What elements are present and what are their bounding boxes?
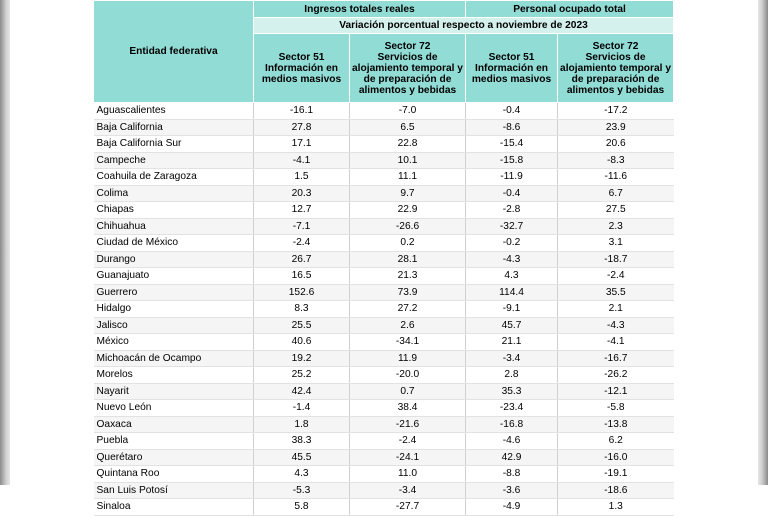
value-cell: 20.3 [254,185,350,202]
value-cell: 45.7 [466,317,558,334]
value-cell: -4.9 [466,499,558,516]
value-cell: 11.1 [350,169,466,186]
value-cell: -4.3 [466,251,558,268]
table-row [94,202,674,219]
value-cell: -3.6 [466,482,558,499]
value-cell: 73.9 [350,284,466,301]
value-cell: -2.8 [466,202,558,219]
value-cell: -2.4 [558,268,674,285]
value-cell: -0.4 [466,103,558,120]
value-cell: 20.6 [558,136,674,153]
value-cell: -3.4 [466,350,558,367]
value-cell: -11.6 [558,169,674,186]
value-cell: 27.2 [350,301,466,318]
value-cell: 1.5 [254,169,350,186]
value-cell: -7.1 [254,218,350,235]
table-body [94,103,674,516]
value-cell: 9.7 [350,185,466,202]
entity-name-cell: Coahuila de Zaragoza [94,169,254,186]
entity-name-cell: Baja California Sur [94,136,254,153]
value-cell: 25.2 [254,367,350,384]
value-cell: 2.1 [558,301,674,318]
value-cell: 28.1 [350,251,466,268]
value-cell: 42.4 [254,383,350,400]
entity-name-cell: Morelos [94,367,254,384]
value-cell: -11.9 [466,169,558,186]
value-cell: 8.3 [254,301,350,318]
table-header [94,1,674,103]
value-cell: 23.9 [558,119,674,136]
value-cell: -13.8 [558,416,674,433]
value-cell: -8.3 [558,152,674,169]
value-cell: -3.4 [350,482,466,499]
value-cell: 45.5 [254,449,350,466]
value-cell: -15.4 [466,136,558,153]
value-cell: 6.5 [350,119,466,136]
value-cell: -8.6 [466,119,558,136]
value-cell: 12.7 [254,202,350,219]
table-row [94,136,674,153]
entity-header: Entidad federativa [94,1,254,103]
entity-name-cell: Nayarit [94,383,254,400]
value-cell: 6.7 [558,185,674,202]
value-cell: -23.4 [466,400,558,417]
value-cell: -16.8 [466,416,558,433]
value-cell: -18.6 [558,482,674,499]
table-row [94,383,674,400]
value-cell: 0.2 [350,235,466,252]
entity-name-cell: Michoacán de Ocampo [94,350,254,367]
value-cell: 6.2 [558,433,674,450]
value-cell: 2.8 [466,367,558,384]
value-cell: -24.1 [350,449,466,466]
group-header-income: Ingresos totales reales [254,1,466,18]
value-cell: -2.4 [254,235,350,252]
table-row [94,218,674,235]
value-cell: -9.1 [466,301,558,318]
table-row [94,103,674,120]
table-row [94,433,674,450]
value-cell: -0.4 [466,185,558,202]
entity-name-cell: Puebla [94,433,254,450]
value-cell: -4.1 [558,334,674,351]
value-cell: -4.6 [466,433,558,450]
sub-header-personnel-sector-72: Sector 72 Servicios de alojamiento temporal y de preparación de alimentos y bebidas [558,34,674,103]
table-row [94,449,674,466]
entity-name-cell: Nuevo León [94,400,254,417]
table-row [94,482,674,499]
table-row [94,400,674,417]
sub-header-income-sector-51: Sector 51 Información en medios masivos [254,34,350,103]
table-row [94,334,674,351]
table-row [94,185,674,202]
value-cell: -17.2 [558,103,674,120]
entity-name-cell: Guanajuato [94,268,254,285]
value-cell: 40.6 [254,334,350,351]
value-cell: 10.1 [350,152,466,169]
value-cell: 21.3 [350,268,466,285]
entity-name-cell: Sinaloa [94,499,254,516]
value-cell: -21.6 [350,416,466,433]
value-cell: 26.7 [254,251,350,268]
value-cell: 22.9 [350,202,466,219]
value-cell: -26.2 [558,367,674,384]
entity-name-cell: Jalisco [94,317,254,334]
value-cell: 21.1 [466,334,558,351]
entity-name-cell: Querétaro [94,449,254,466]
value-cell: 11.9 [350,350,466,367]
table-row [94,152,674,169]
entity-name-cell: Hidalgo [94,301,254,318]
value-cell: 1.3 [558,499,674,516]
table-row [94,251,674,268]
entity-name-cell: Ciudad de México [94,235,254,252]
entity-name-cell: San Luis Potosí [94,482,254,499]
entity-name-cell: México [94,334,254,351]
value-cell: 3.1 [558,235,674,252]
value-cell: 27.8 [254,119,350,136]
value-cell: 42.9 [466,449,558,466]
value-cell: 25.5 [254,317,350,334]
value-cell: 38.4 [350,400,466,417]
table-row [94,268,674,285]
entity-name-cell: Baja California [94,119,254,136]
value-cell: -16.1 [254,103,350,120]
sub-header-personnel-sector-51: Sector 51 Información en medios masivos [466,34,558,103]
table-row [94,284,674,301]
value-cell: 114.4 [466,284,558,301]
value-cell: 11.0 [350,466,466,483]
variation-header: Variación porcentual respecto a noviembre de 2023 [254,18,674,34]
entity-name-cell: Chiapas [94,202,254,219]
value-cell: 22.8 [350,136,466,153]
value-cell: -0.2 [466,235,558,252]
table-row [94,317,674,334]
table-row [94,235,674,252]
value-cell: -8.8 [466,466,558,483]
value-cell: -32.7 [466,218,558,235]
value-cell: 1.8 [254,416,350,433]
value-cell: 5.8 [254,499,350,516]
value-cell: 19.2 [254,350,350,367]
value-cell: -7.0 [350,103,466,120]
entity-name-cell: Chihuahua [94,218,254,235]
value-cell: 0.7 [350,383,466,400]
value-cell: 4.3 [466,268,558,285]
entity-name-cell: Campeche [94,152,254,169]
window-frame-right [758,0,768,485]
table-row [94,350,674,367]
sub-header-income-sector-72: Sector 72 Servicios de alojamiento temporal y de preparación de alimentos y bebidas [350,34,466,103]
value-cell: 27.5 [558,202,674,219]
table-row [94,416,674,433]
value-cell: -16.0 [558,449,674,466]
value-cell: -5.8 [558,400,674,417]
value-cell: 35.3 [466,383,558,400]
table-row [94,367,674,384]
value-cell: -34.1 [350,334,466,351]
value-cell: 16.5 [254,268,350,285]
value-cell: -26.6 [350,218,466,235]
value-cell: -4.1 [254,152,350,169]
table-row [94,499,674,516]
value-cell: -15.8 [466,152,558,169]
value-cell: 4.3 [254,466,350,483]
window-frame-left [0,0,10,485]
value-cell: -5.3 [254,482,350,499]
entity-name-cell: Oaxaca [94,416,254,433]
value-cell: -20.0 [350,367,466,384]
entity-name-cell: Aguascalientes [94,103,254,120]
value-cell: -19.1 [558,466,674,483]
value-cell: -12.1 [558,383,674,400]
value-cell: -1.4 [254,400,350,417]
table-row [94,466,674,483]
value-cell: 2.3 [558,218,674,235]
document-page [93,0,673,516]
entity-name-cell: Quintana Roo [94,466,254,483]
value-cell: -27.7 [350,499,466,516]
entity-name-cell: Durango [94,251,254,268]
table-row [94,301,674,318]
value-cell: -16.7 [558,350,674,367]
value-cell: -2.4 [350,433,466,450]
value-cell: -18.7 [558,251,674,268]
table-row [94,169,674,186]
group-header-personnel: Personal ocupado total [466,1,674,18]
entity-name-cell: Guerrero [94,284,254,301]
value-cell: 17.1 [254,136,350,153]
statistics-table [93,0,674,516]
value-cell: 152.6 [254,284,350,301]
entity-name-cell: Colima [94,185,254,202]
value-cell: -4.3 [558,317,674,334]
value-cell: 38.3 [254,433,350,450]
value-cell: 2.6 [350,317,466,334]
value-cell: 35.5 [558,284,674,301]
table-row [94,119,674,136]
